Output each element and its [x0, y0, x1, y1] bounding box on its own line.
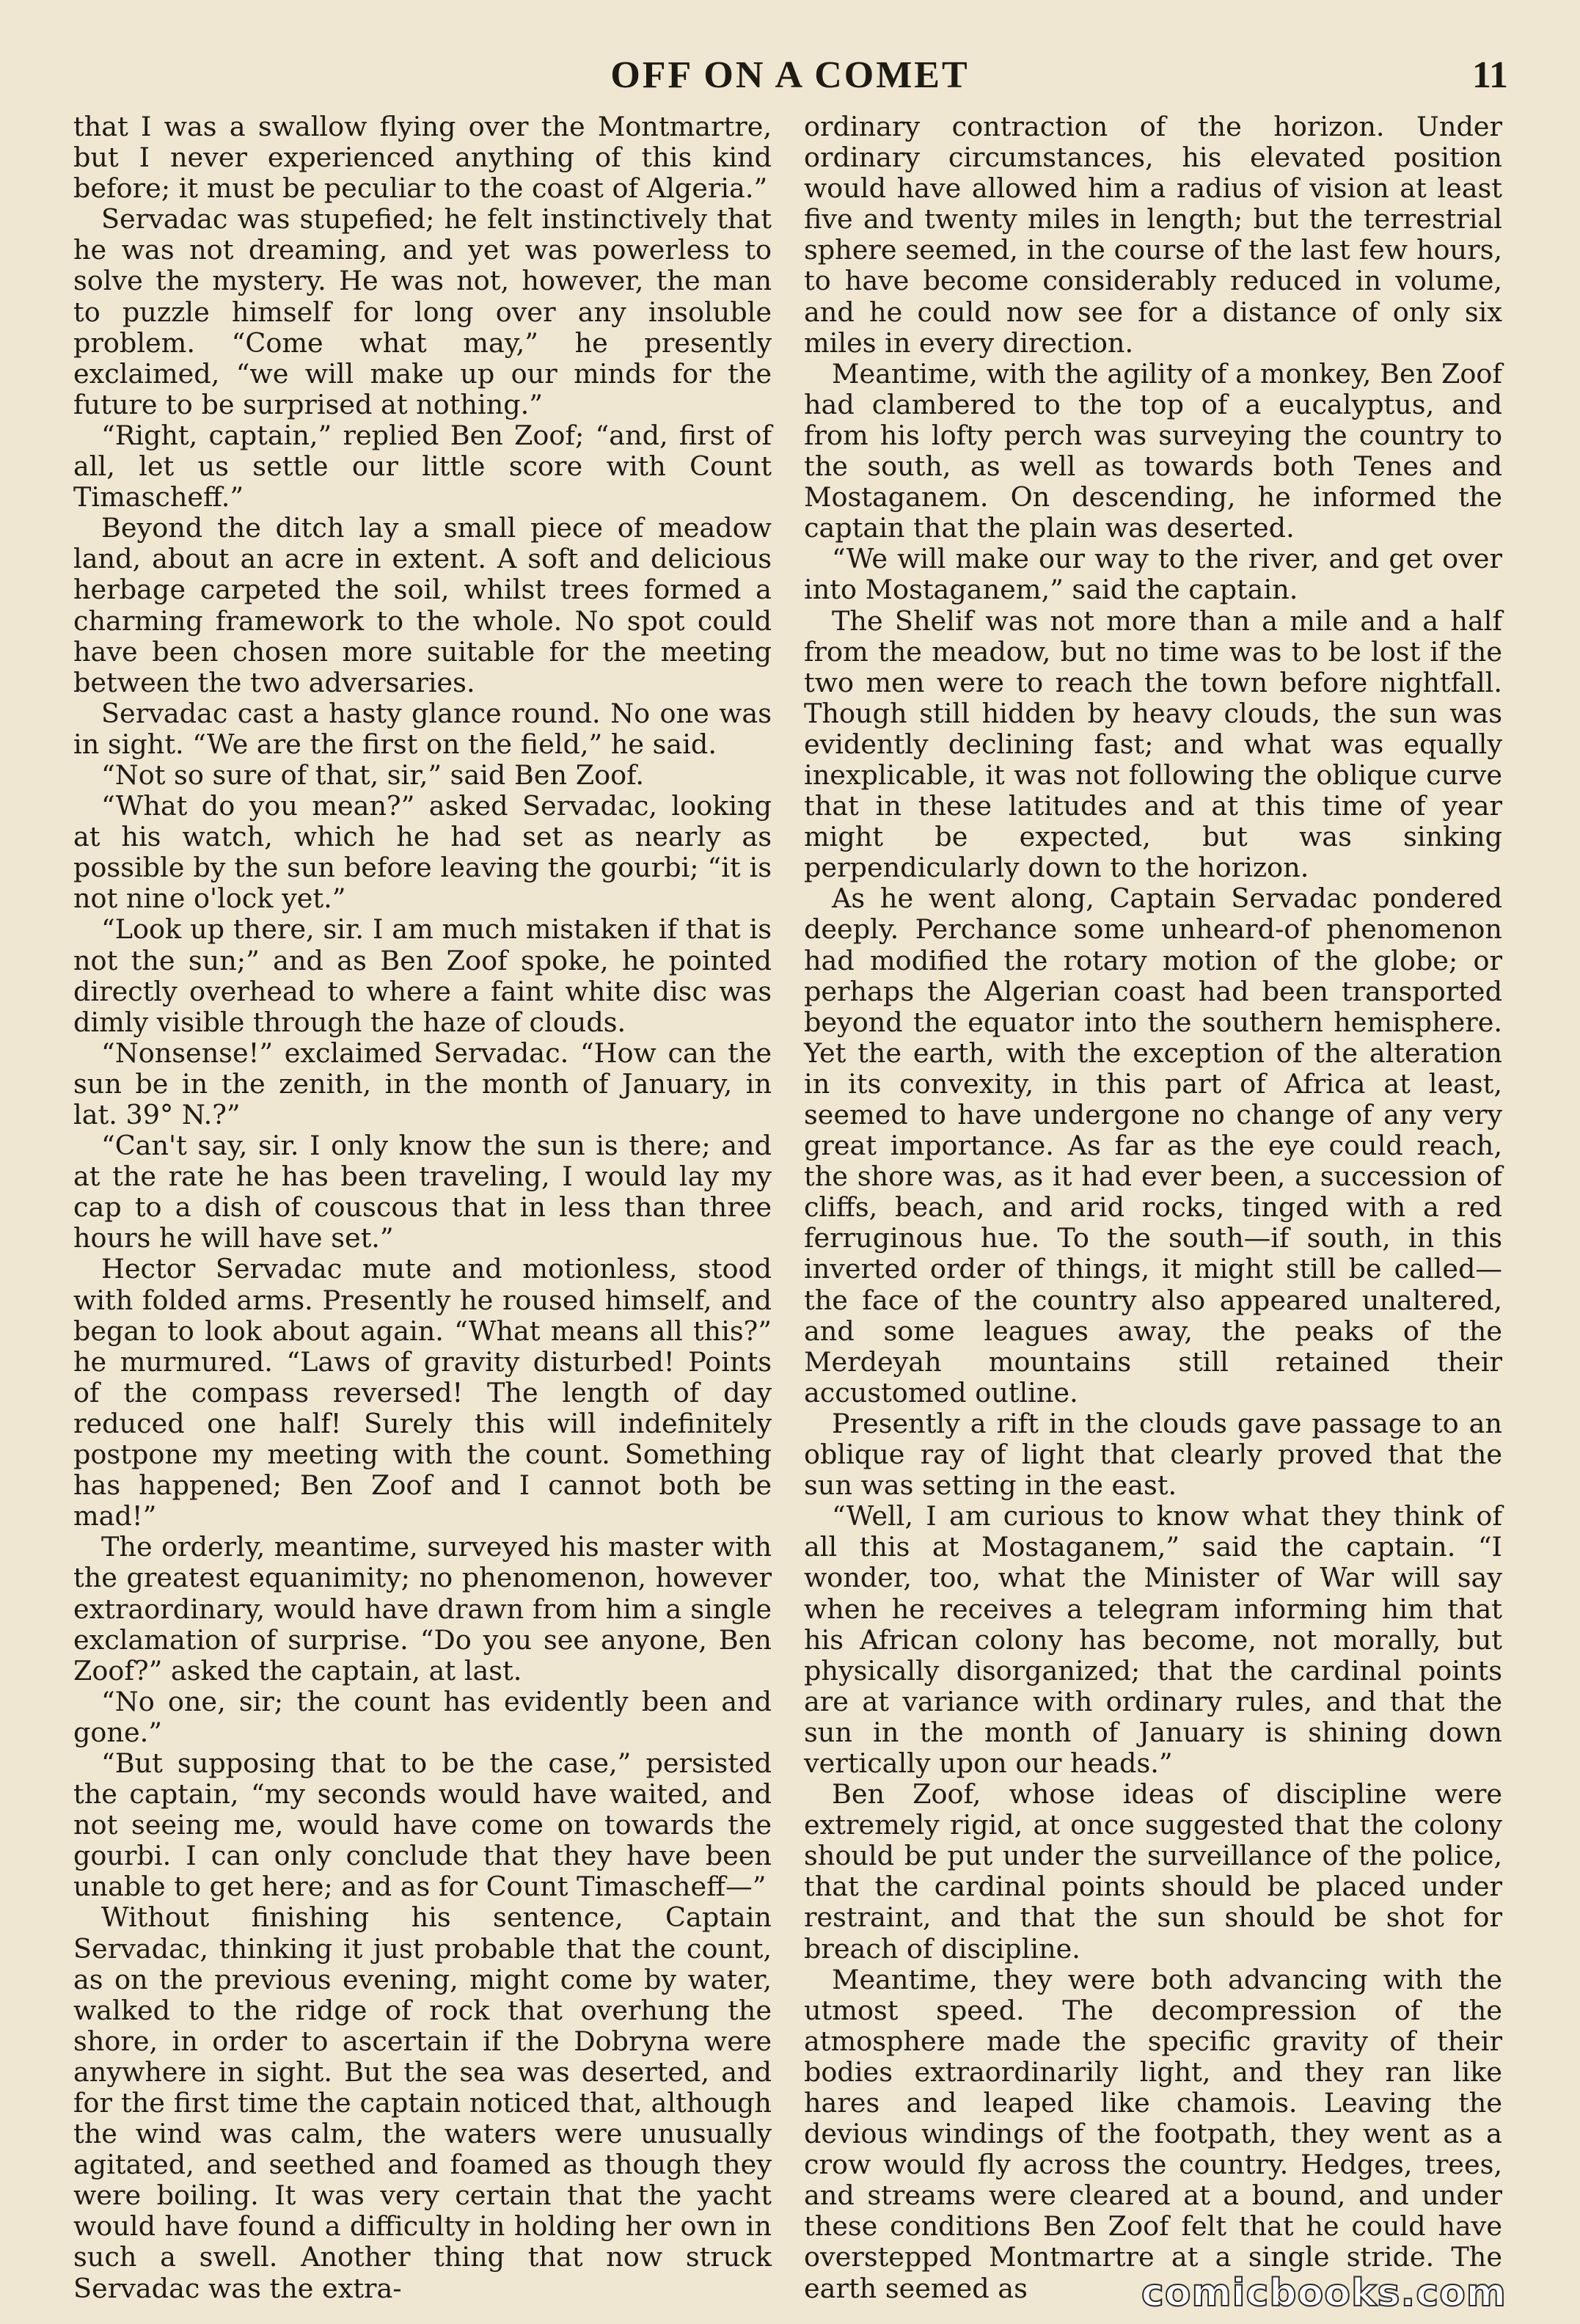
paragraph: Servadac was stupefied; he felt instinctively that he was not dreaming, and yet was powerless to solve the mystery. He was not, however, the man to puzzle himself for long over any insoluble problem. “Come what may,” he presently exclaimed, “we will make up our minds for the future to be surprised at nothing.” [73, 203, 772, 420]
page-number: 11 [1471, 54, 1508, 96]
paragraph: “But supposing that to be the case,” persisted the captain, “my seconds would have waited, and not seeing me, would have come on towards the gourbi. I can only conclude that they have been unable to get here; and as for Count Timascheff—” [73, 1747, 772, 1903]
paragraph: “Well, I am curious to know what they think of all this at Mostaganem,” said the captain. “I wonder, too, what the Minister of War will say when he receives a telegram informing him that his African colony has become, not morally, but physically disorganized; that the cardinal points are at variance with ordinary rules, and that the sun in the month of January is shining down vertically upon our heads.” [804, 1500, 1502, 1779]
paragraph: Meantime, with the agility of a monkey, Ben Zoof had clambered to the top of a eucalyptus, and from his lofty perch was surveying the country to the south, as well as towards both Tenes and Mostaganem. On descending, he informed the captain that the plain was deserted. [804, 357, 1502, 544]
running-title: OFF ON A COMET [610, 54, 970, 96]
paragraph: Beyond the ditch lay a small piece of meadow land, about an acre in extent. A soft and delicious herbage carpeted the soil, whilst trees formed a charming framework to the whole. No spot could have been chosen more suitable for the meeting between the two adversaries. [73, 512, 772, 698]
paragraph: Servadac cast a hasty glance round. No one was in sight. “We are the first on the field,” he said. [73, 697, 772, 760]
site-watermark: comicbooks.com [1141, 2271, 1507, 2315]
paragraph: The Shelif was not more than a mile and a half from the meadow, but no time was to be lost if the two men were to reach the town before nightfall. Though still hidden by heavy clouds, the sun was evidently declining fast; and what was equally inexplicable, it was not following the oblique curve that in these latitudes and at this time of year might be expected, but was sinking perpendicularly down to the horizon. [804, 604, 1502, 884]
paragraph: that I was a swallow flying over the Montmartre, but I never experienced anything of this kind before; it must be peculiar to the coast of Algeria.” [73, 111, 772, 205]
paragraph: “Nonsense!” exclaimed Servadac. “How can the sun be in the zenith, in the month of January, in lat. 39° N.?” [73, 1037, 772, 1130]
paragraph: “Right, captain,” replied Ben Zoof; “and, first of all, let us settle our little score with Count Timascheff.” [73, 419, 772, 514]
right-text-column [804, 112, 1502, 2304]
paragraph: Meantime, they were both advancing with the utmost speed. The decompression of the atmosphere made the specific gravity of their bodies extraordinarily light, and they ran like hares and leaped like chamois. Leaving the devious windings of the footpath, they went as a crow would fly across the country. Hedges, trees, and streams were cleared at a bound, and under these conditions Ben Zoof felt that he could have overstepped Montmartre at a single stride. The earth seemed as [804, 1963, 1502, 2304]
paragraph: “Look up there, sir. I am much mistaken if that is not the sun;” and as Ben Zoof spoke, he pointed directly overhead to where a faint white disc was dimly visible through the haze of clouds. [73, 913, 772, 1038]
paragraph: ordinary contraction of the horizon. Under ordinary circumstances, his elevated position would have allowed him a radius of vision at least five and twenty miles in length; but the terrestrial sphere seemed, in the course of the last few hours, to have become considerably reduced in volume, and he could now see for a distance of only six miles in every direction. [804, 111, 1502, 359]
paragraph: “What do you mean?” asked Servadac, looking at his watch, which he had set as nearly as possible by the sun before leaving the gourbi; “it is not nine o'lock yet.” [73, 790, 772, 915]
paragraph: “No one, sir; the count has evidently been and gone.” [73, 1685, 772, 1748]
paragraph: Hector Servadac mute and motionless, stood with folded arms. Presently he roused himself, and began to look about again. “What means all this?” he murmured. “Laws of gravity disturbed! Points of the compass reversed! The length of day reduced one half! Surely this will indefinitely postpone my meeting with the count. Something has happened; Ben Zoof and I cannot both be mad!” [73, 1253, 772, 1532]
paragraph: Ben Zoof, whose ideas of discipline were extremely rigid, at once suggested that the colony should be put under the surveillance of the police, that the cardinal points should be placed under restraint, and that the sun should be shot for breach of discipline. [804, 1778, 1502, 1965]
paragraph: “Can't say, sir. I only know the sun is there; and at the rate he has been traveling, I would lay my cap to a dish of couscous that in less than three hours he will have set.” [73, 1130, 772, 1254]
paragraph: “We will make our way to the river, and get over into Mostaganem,” said the captain. [804, 543, 1502, 606]
left-text-column [73, 112, 772, 2304]
paragraph: The orderly, meantime, surveyed his master with the greatest equanimity; no phenomenon, however extraordinary, would have drawn from him a single exclamation of surprise. “Do you see anyone, Ben Zoof?” asked the captain, at last. [73, 1531, 772, 1687]
paragraph: Presently a rift in the clouds gave passage to an oblique ray of light that clearly proved that the sun was setting in the east. [804, 1407, 1502, 1502]
page-header [66, 50, 1514, 101]
paragraph: “Not so sure of that, sir,” said Ben Zoof. [101, 759, 645, 791]
paragraph: Without finishing his sentence, Captain Servadac, thinking it just probable that the count, as on the previous evening, might come by water, walked to the ridge of rock that overhung the shore, in order to ascertain if the Dobryna were anywhere in sight. But the sea was deserted, and for the first time the captain noticed that, although the wind was calm, the waters were unusually agitated, and seethed and foamed as though they were boiling. It was very certain that the yacht would have found a difficulty in holding her own in such a swell. Another thing that now struck Servadac was the extra- [73, 1901, 772, 2304]
paragraph: As he went along, Captain Servadac pondered deeply. Perchance some unheard-of phenomenon had modified the rotary motion of the globe; or perhaps the Algerian coast had been transported beyond the equator into the southern hemisphere. Yet the earth, with the exception of the alteration in its convexity, in this part of Africa at least, seemed to have undergone no change of any very great importance. As far as the eye could reach, the shore was, as it had ever been, a succession of cliffs, beach, and arid rocks, tinged with a red ferruginous hue. To the south—if south, in this inverted order of things, it might still be called—the face of the country also appeared unaltered, and some leagues away, the peaks of the Merdeyah mountains still retained their accustomed outline. [804, 883, 1502, 1408]
